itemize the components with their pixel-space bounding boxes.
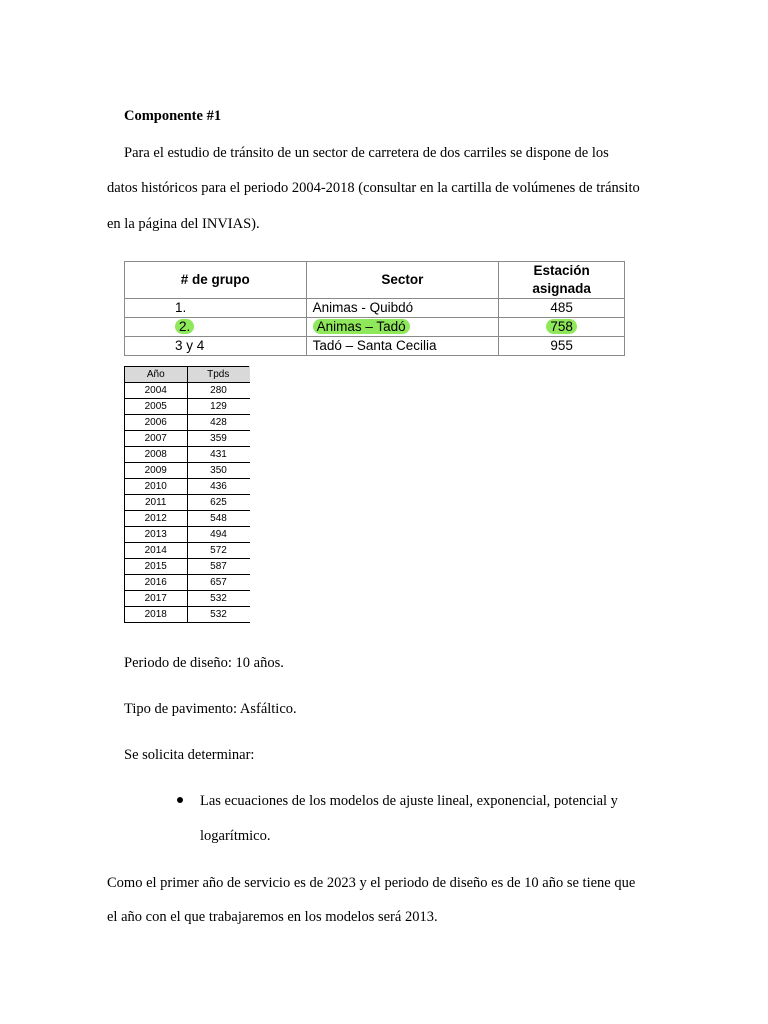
tpds-cell: 359 — [187, 431, 250, 447]
group-value: 3 y 4 — [175, 338, 205, 353]
tpds-cell: 436 — [187, 479, 250, 495]
sector-cell — [306, 299, 499, 318]
group-value-highlighted: 2. — [175, 319, 194, 334]
station-cell — [499, 318, 625, 337]
header-year: Año — [125, 367, 188, 383]
conclusion-line-2: el año con el que trabajaremos en los modelos será 2013. — [107, 909, 438, 925]
table-row — [125, 495, 250, 511]
intro-line-1: Para el estudio de tránsito de un sector de carretera de dos carriles se dispone de los — [124, 145, 609, 161]
tpds-cell: 428 — [187, 415, 250, 431]
year-cell: 2005 — [125, 399, 188, 415]
tpds-cell: 587 — [187, 559, 250, 575]
year-cell: 2006 — [125, 415, 188, 431]
table-row — [125, 415, 250, 431]
tpds-table — [124, 366, 250, 623]
table-row — [125, 318, 625, 337]
tpds-cell: 657 — [187, 575, 250, 591]
year-cell: 2008 — [125, 447, 188, 463]
sector-value: Animas - Quibdó — [312, 300, 414, 315]
intro-line-2: datos históricos para el periodo 2004-2018 (consultar en la cartilla de volúmenes de tránsito — [107, 180, 640, 196]
bullet-icon — [177, 797, 183, 803]
tpds-cell: 572 — [187, 543, 250, 559]
pavement-type: Tipo de pavimento: Asfáltico. — [124, 701, 297, 717]
tpds-cell: 532 — [187, 607, 250, 623]
header-station: Estación asignada — [499, 262, 625, 299]
table-row — [125, 337, 625, 356]
section-heading: Componente #1 — [124, 108, 222, 124]
station-value: 955 — [550, 338, 573, 353]
station-value: 485 — [550, 300, 573, 315]
year-cell: 2010 — [125, 479, 188, 495]
sector-cell — [306, 337, 499, 356]
table-row — [125, 591, 250, 607]
table-row — [125, 463, 250, 479]
tpds-cell: 494 — [187, 527, 250, 543]
table-row — [125, 543, 250, 559]
table-row — [125, 607, 250, 623]
table-row — [125, 479, 250, 495]
header-tpds: Tpds — [187, 367, 250, 383]
sector-value-highlighted: Animas – Tadó — [313, 319, 410, 334]
group-value: 1. — [175, 300, 187, 315]
year-cell: 2012 — [125, 511, 188, 527]
tpds-cell: 280 — [187, 383, 250, 399]
sector-cell — [306, 318, 499, 337]
sector-value: Tadó – Santa Cecilia — [312, 338, 437, 353]
table-row — [125, 575, 250, 591]
tpds-cell: 129 — [187, 399, 250, 415]
conclusion-line-1: Como el primer año de servicio es de 2023 y el periodo de diseño es de 10 año se tiene que — [107, 875, 636, 891]
group-table-header — [125, 262, 625, 299]
table-row — [125, 399, 250, 415]
tpds-cell: 625 — [187, 495, 250, 511]
table-row — [125, 299, 625, 318]
year-cell: 2016 — [125, 575, 188, 591]
year-cell: 2014 — [125, 543, 188, 559]
station-cell — [499, 299, 625, 318]
table-row — [125, 527, 250, 543]
tpds-table-body — [125, 383, 250, 623]
station-value-highlighted: 758 — [546, 319, 577, 334]
year-cell: 2007 — [125, 431, 188, 447]
year-cell: 2011 — [125, 495, 188, 511]
table-row — [125, 559, 250, 575]
year-cell: 2018 — [125, 607, 188, 623]
header-group: # de grupo — [125, 262, 307, 299]
table-row — [125, 383, 250, 399]
table-row — [125, 447, 250, 463]
bullet-line-1: Las ecuaciones de los modelos de ajuste lineal, exponencial, potencial y — [200, 793, 618, 809]
header-sector: Sector — [306, 262, 499, 299]
year-cell: 2004 — [125, 383, 188, 399]
year-cell: 2013 — [125, 527, 188, 543]
year-cell: 2009 — [125, 463, 188, 479]
tpds-cell: 431 — [187, 447, 250, 463]
table-row — [125, 431, 250, 447]
group-cell — [125, 318, 307, 337]
group-cell — [125, 299, 307, 318]
tpds-cell: 532 — [187, 591, 250, 607]
tpds-cell: 548 — [187, 511, 250, 527]
group-table — [124, 261, 625, 356]
intro-line-3: en la página del INVIAS). — [107, 216, 260, 232]
design-period: Periodo de diseño: 10 años. — [124, 655, 284, 671]
tpds-table-header — [125, 367, 250, 383]
group-cell — [125, 337, 307, 356]
request-text: Se solicita determinar: — [124, 747, 255, 763]
bullet-line-2: logarítmico. — [200, 828, 271, 844]
year-cell: 2017 — [125, 591, 188, 607]
year-cell: 2015 — [125, 559, 188, 575]
tpds-cell: 350 — [187, 463, 250, 479]
table-row — [125, 511, 250, 527]
station-cell — [499, 337, 625, 356]
